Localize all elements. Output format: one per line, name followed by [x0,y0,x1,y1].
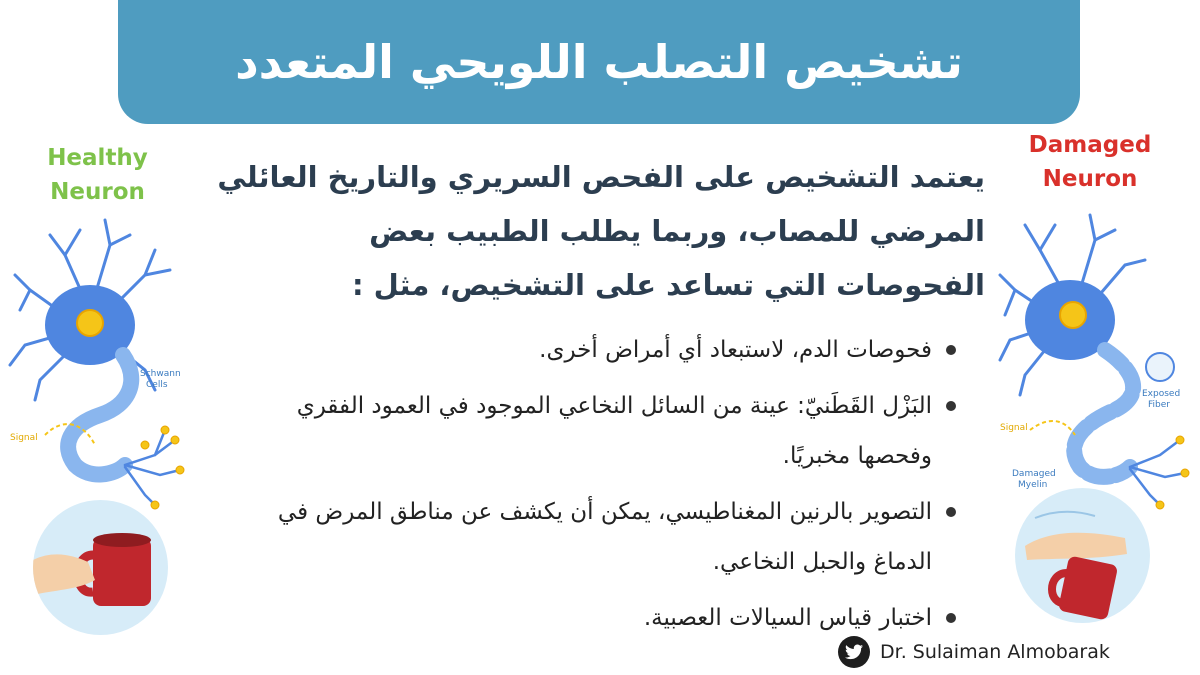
schwann-label-line1: Schwann [140,369,181,379]
healthy-nucleus [77,310,103,336]
exposed-label-line2: Fiber [1148,400,1170,410]
damaged-label-line1: Damaged [1028,132,1152,158]
healthy-neuron-illustration [5,205,200,510]
trembling-hand-shape [1025,533,1127,560]
intro-paragraph: يعتمد التشخيص على الفحص السريري والتاريخ العائلي المرضي للمصاب، وربما يطلب الطبيب بعض الفحوصات التي تساعد على التشخيص، مثل : [217,160,985,302]
diagnosis-test-list [235,325,960,649]
author-name[interactable]: Dr. Sulaiman Almobarak [880,641,1110,663]
list-item: التصوير بالرنين المغناطيسي، يمكن أن يكشف عن مناطق المرض في الدماغ والحبل النخاعي. [235,487,960,587]
exposed-fiber-zoom [1146,353,1174,381]
healthy-axon [68,355,131,474]
damaged-label-line2: Neuron [1042,166,1138,192]
healthy-hand-cup-image [33,500,168,635]
cup-body [93,538,151,606]
schwann-label-line2: Cells [146,380,168,390]
schwann-cells-label [140,369,181,391]
list-item: البَزْل القَطَنيّ: عينة من السائل النخاعي الموجود في العمود الفقري وفحصها مخبريًا. [235,381,960,481]
damaged-myelin-label [1012,469,1056,491]
damaged-hand-cup-image [1015,488,1150,623]
healthy-neuron-label [30,141,165,209]
damaged-axon [1074,350,1133,477]
damaged-neuron-label [1010,128,1170,196]
damaged-neuron-illustration [995,205,1195,510]
falling-cup-body [1058,555,1119,620]
exposed-label-line1: Exposed [1142,389,1181,399]
list-item: اختبار قياس السيالات العصبية. [235,593,960,643]
author-credit [838,635,1110,669]
myelin-label-line2: Myelin [1018,480,1048,490]
list-item: فحوصات الدم، لاستبعاد أي أمراض أخرى. [235,325,960,375]
exposed-fiber-label [1142,389,1180,411]
damaged-nucleus [1060,302,1086,328]
left-signal-label: Signal [10,433,38,443]
title-banner [118,0,1080,124]
right-signal-label: Signal [1000,423,1028,433]
page-title: تشخيص التصلب اللويحي المتعدد [235,35,963,89]
myelin-label-line1: Damaged [1012,469,1056,479]
healthy-label-line1: Healthy [47,145,148,171]
healthy-label-line2: Neuron [50,179,145,205]
twitter-icon[interactable] [838,636,870,668]
